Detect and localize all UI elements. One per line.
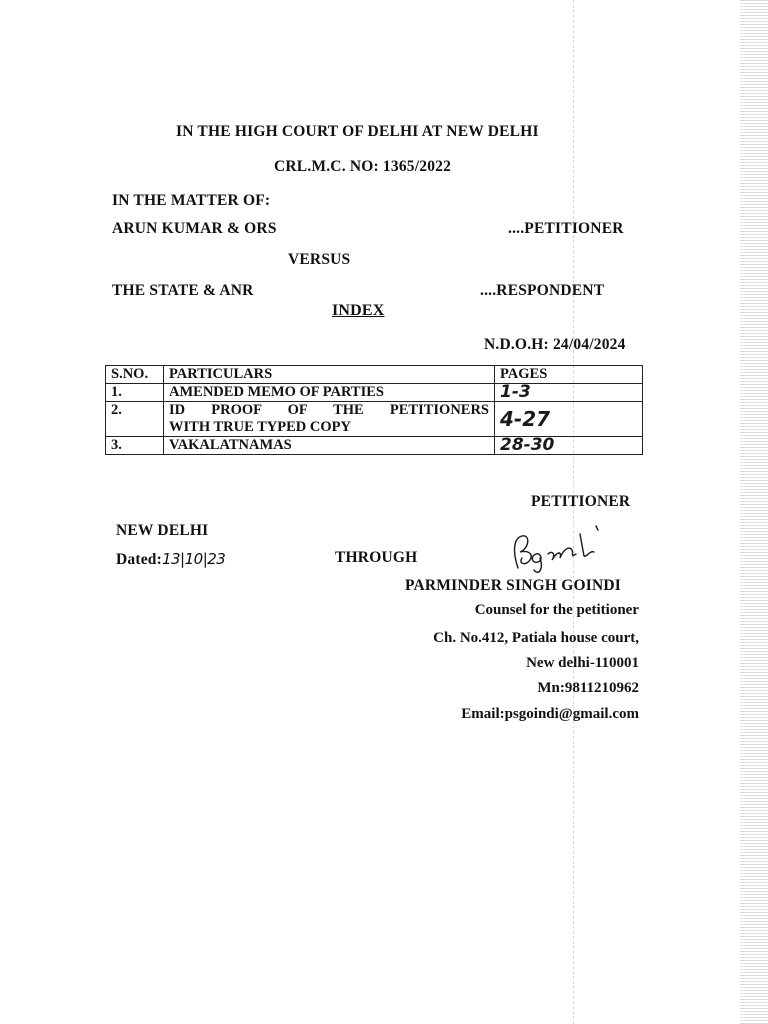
dated-value-handwritten: 13|10|23 [161, 550, 226, 568]
petitioner-name: ARUN KUMAR & ORS [112, 220, 277, 237]
counsel-name: PARMINDER SINGH GOINDI [405, 577, 621, 594]
row-particulars-line-2: WITH TRUE TYPED COPY [169, 419, 351, 435]
dated-label: Dated: [116, 551, 162, 568]
signer-role: PETITIONER [531, 493, 631, 510]
petitioner-role: ....PETITIONER [508, 220, 624, 237]
row-pages-handwritten: 1-3 [495, 384, 643, 402]
counsel-role: Counsel for the petitioner [474, 602, 639, 618]
row-sno: 1. [106, 384, 164, 402]
dated-line [116, 550, 225, 569]
respondent-name: THE STATE & ANR [112, 282, 254, 299]
row-particulars: VAKALATNAMAS [164, 437, 495, 455]
counsel-city: New delhi-110001 [526, 655, 639, 671]
row-pages-handwritten: 28-30 [495, 437, 643, 455]
table-row [106, 437, 643, 455]
index-heading: INDEX [332, 302, 385, 319]
index-table [105, 365, 643, 455]
counsel-mobile: Mn:9811210962 [537, 680, 639, 696]
row-sno: 3. [106, 437, 164, 455]
table-row [106, 402, 643, 437]
column-header-pages: PAGES [495, 366, 643, 384]
scan-fold-line [573, 0, 574, 1024]
case-number: CRL.M.C. NO: 1365/2022 [274, 158, 452, 175]
place-label: NEW DELHI [116, 522, 209, 539]
row-sno: 2. [106, 402, 164, 437]
versus-label: VERSUS [288, 251, 351, 268]
scan-edge-strip [740, 0, 768, 1024]
counsel-chamber: Ch. No.412, Patiala house court, [433, 630, 639, 646]
through-label: THROUGH [335, 549, 418, 566]
counsel-email: Email:psgoindi@gmail.com [461, 706, 639, 722]
row-particulars-line-1: ID PROOF OF THE PETITIONERS [169, 402, 489, 418]
respondent-role: ....RESPONDENT [480, 282, 605, 299]
matter-heading: IN THE MATTER OF: [112, 192, 271, 209]
row-particulars [164, 402, 495, 437]
column-header-sno: S.NO. [106, 366, 164, 384]
column-header-particulars: PARTICULARS [164, 366, 495, 384]
table-row [106, 384, 643, 402]
row-particulars: AMENDED MEMO OF PARTIES [164, 384, 495, 402]
index-table-header [106, 366, 643, 384]
court-title: IN THE HIGH COURT OF DELHI AT NEW DELHI [176, 123, 539, 140]
row-pages-handwritten: 4-27 [495, 402, 643, 437]
counsel-signature [500, 520, 610, 580]
next-date-of-hearing: N.D.O.H: 24/04/2024 [484, 336, 626, 353]
